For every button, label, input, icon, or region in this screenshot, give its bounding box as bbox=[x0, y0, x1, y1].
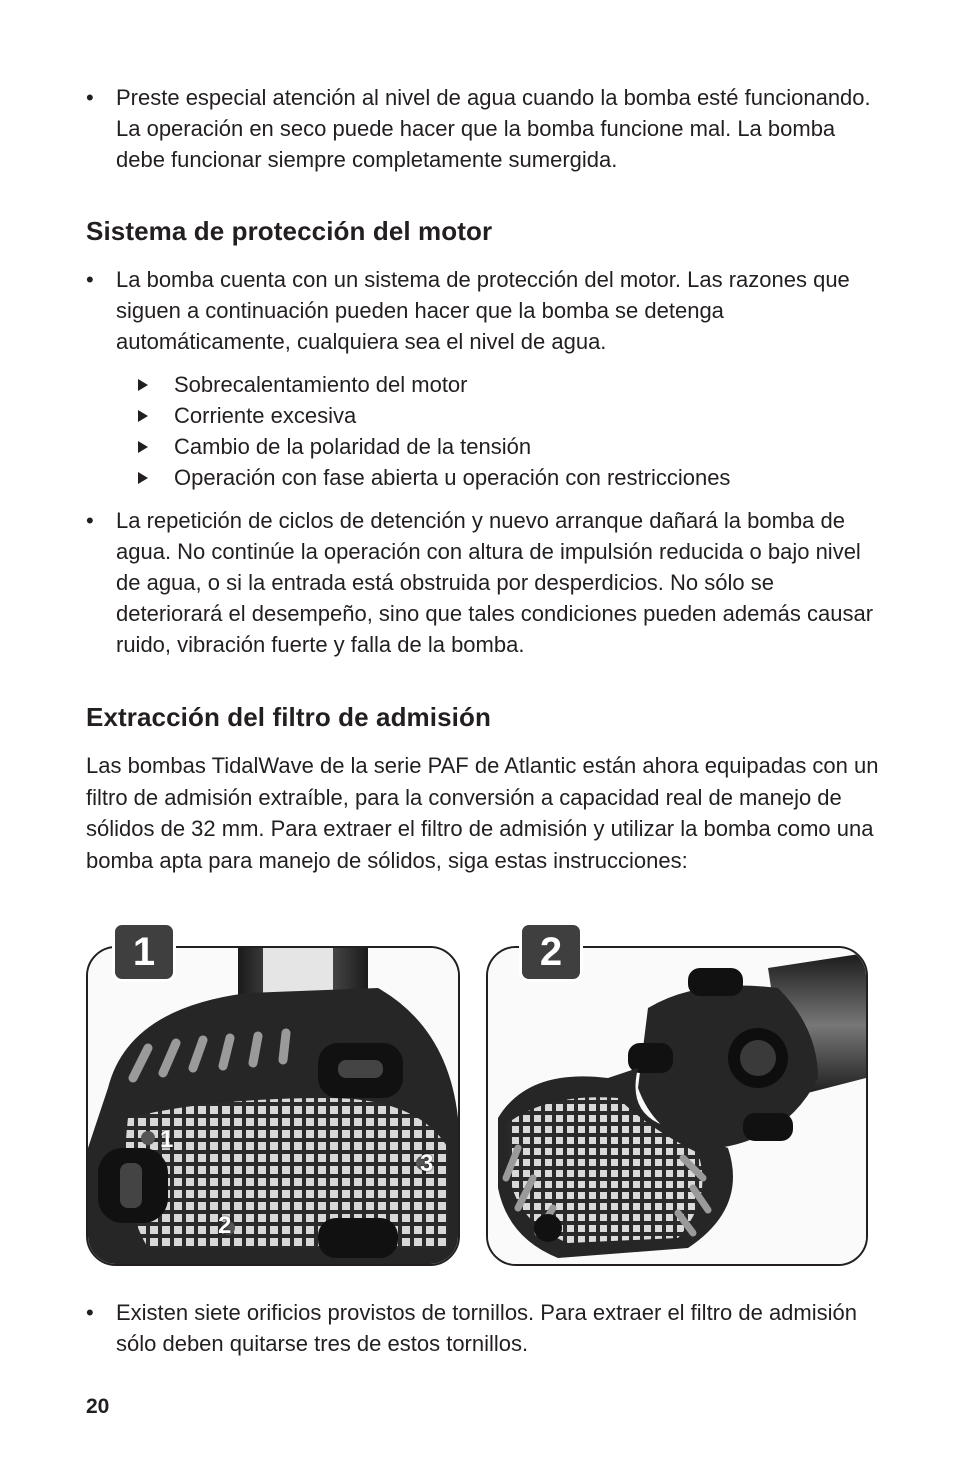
step-badge-2: 2 bbox=[519, 922, 583, 982]
pump-filter-removed-illustration bbox=[488, 948, 866, 1264]
bullet-dot: • bbox=[86, 1300, 94, 1325]
callout-screw-1: 1 bbox=[160, 1126, 174, 1153]
figure-step-1 bbox=[86, 946, 460, 1266]
page-number: 20 bbox=[86, 1395, 110, 1418]
subitem-overheating: Sobrecalentamiento del motor bbox=[138, 369, 468, 400]
bullet-text: Existen siete orificios provistos de tornillos. Para extraer el filtro de admisión sólo deben quitarse tres de estos tornillos. bbox=[116, 1300, 857, 1356]
bullet-dot: • bbox=[86, 85, 94, 110]
triangle-bullet-icon bbox=[138, 472, 148, 484]
bullet-restart-cycles bbox=[86, 505, 886, 660]
subitem-overcurrent: Corriente excesiva bbox=[138, 400, 356, 431]
bullet-seven-screws bbox=[86, 1297, 886, 1359]
triangle-bullet-icon bbox=[138, 410, 148, 422]
paragraph-filter-intro: Las bombas TidalWave de la serie PAF de Atlantic están ahora equipadas con un filtro de admisión extraíble, para la conversión a capacidad real de manejo de sólidos de 32 mm. Para extraer el filtro de admisión y utilizar la bomba como una bomba apta para manejo de sólidos, siga estas instrucciones: bbox=[86, 753, 879, 873]
bullet-dot: • bbox=[86, 508, 94, 533]
bullet-text: Preste especial atención al nivel de agua cuando la bomba esté funcionando. La operación en seco puede hacer que la bomba funcione mal. La bomba debe funcionar siempre completamente sumergida. bbox=[116, 85, 871, 172]
triangle-bullet-icon bbox=[138, 379, 148, 391]
bullet-text: La repetición de ciclos de detención y nuevo arranque dañará la bomba de agua. No continúe la operación con altura de impulsión reducida o bajo nivel de agua, o si la entrada está obstruida por desperdicios. No sólo se deteriorará el desempeño, sino que tales condiciones pueden además causar ruido, vibración fuerte y falla de la bomba. bbox=[116, 508, 874, 657]
subitem-polarity: Cambio de la polaridad de la tensión bbox=[138, 431, 531, 462]
callout-screw-3: 3 bbox=[420, 1150, 434, 1177]
heading-filter-removal: Extracción del filtro de admisión bbox=[86, 702, 491, 732]
triangle-bullet-icon bbox=[138, 441, 148, 453]
bullet-dry-run bbox=[86, 82, 886, 175]
callout-screw-2: 2 bbox=[218, 1212, 232, 1239]
heading-motor-protection: Sistema de protección del motor bbox=[86, 216, 493, 246]
bullet-text: La bomba cuenta con un sistema de protección del motor. Las razones que siguen a continuación pueden hacer que la bomba se detenga automáticamente, cualquiera sea el nivel de agua. bbox=[116, 267, 850, 354]
bullet-motor-protection bbox=[86, 264, 886, 357]
bullet-dot: • bbox=[86, 267, 94, 292]
step-badge-1: 1 bbox=[112, 922, 176, 982]
pump-bottom-illustration bbox=[88, 948, 458, 1264]
subitem-open-phase: Operación con fase abierta u operación con restricciones bbox=[138, 462, 730, 493]
figure-step-2 bbox=[486, 946, 868, 1266]
